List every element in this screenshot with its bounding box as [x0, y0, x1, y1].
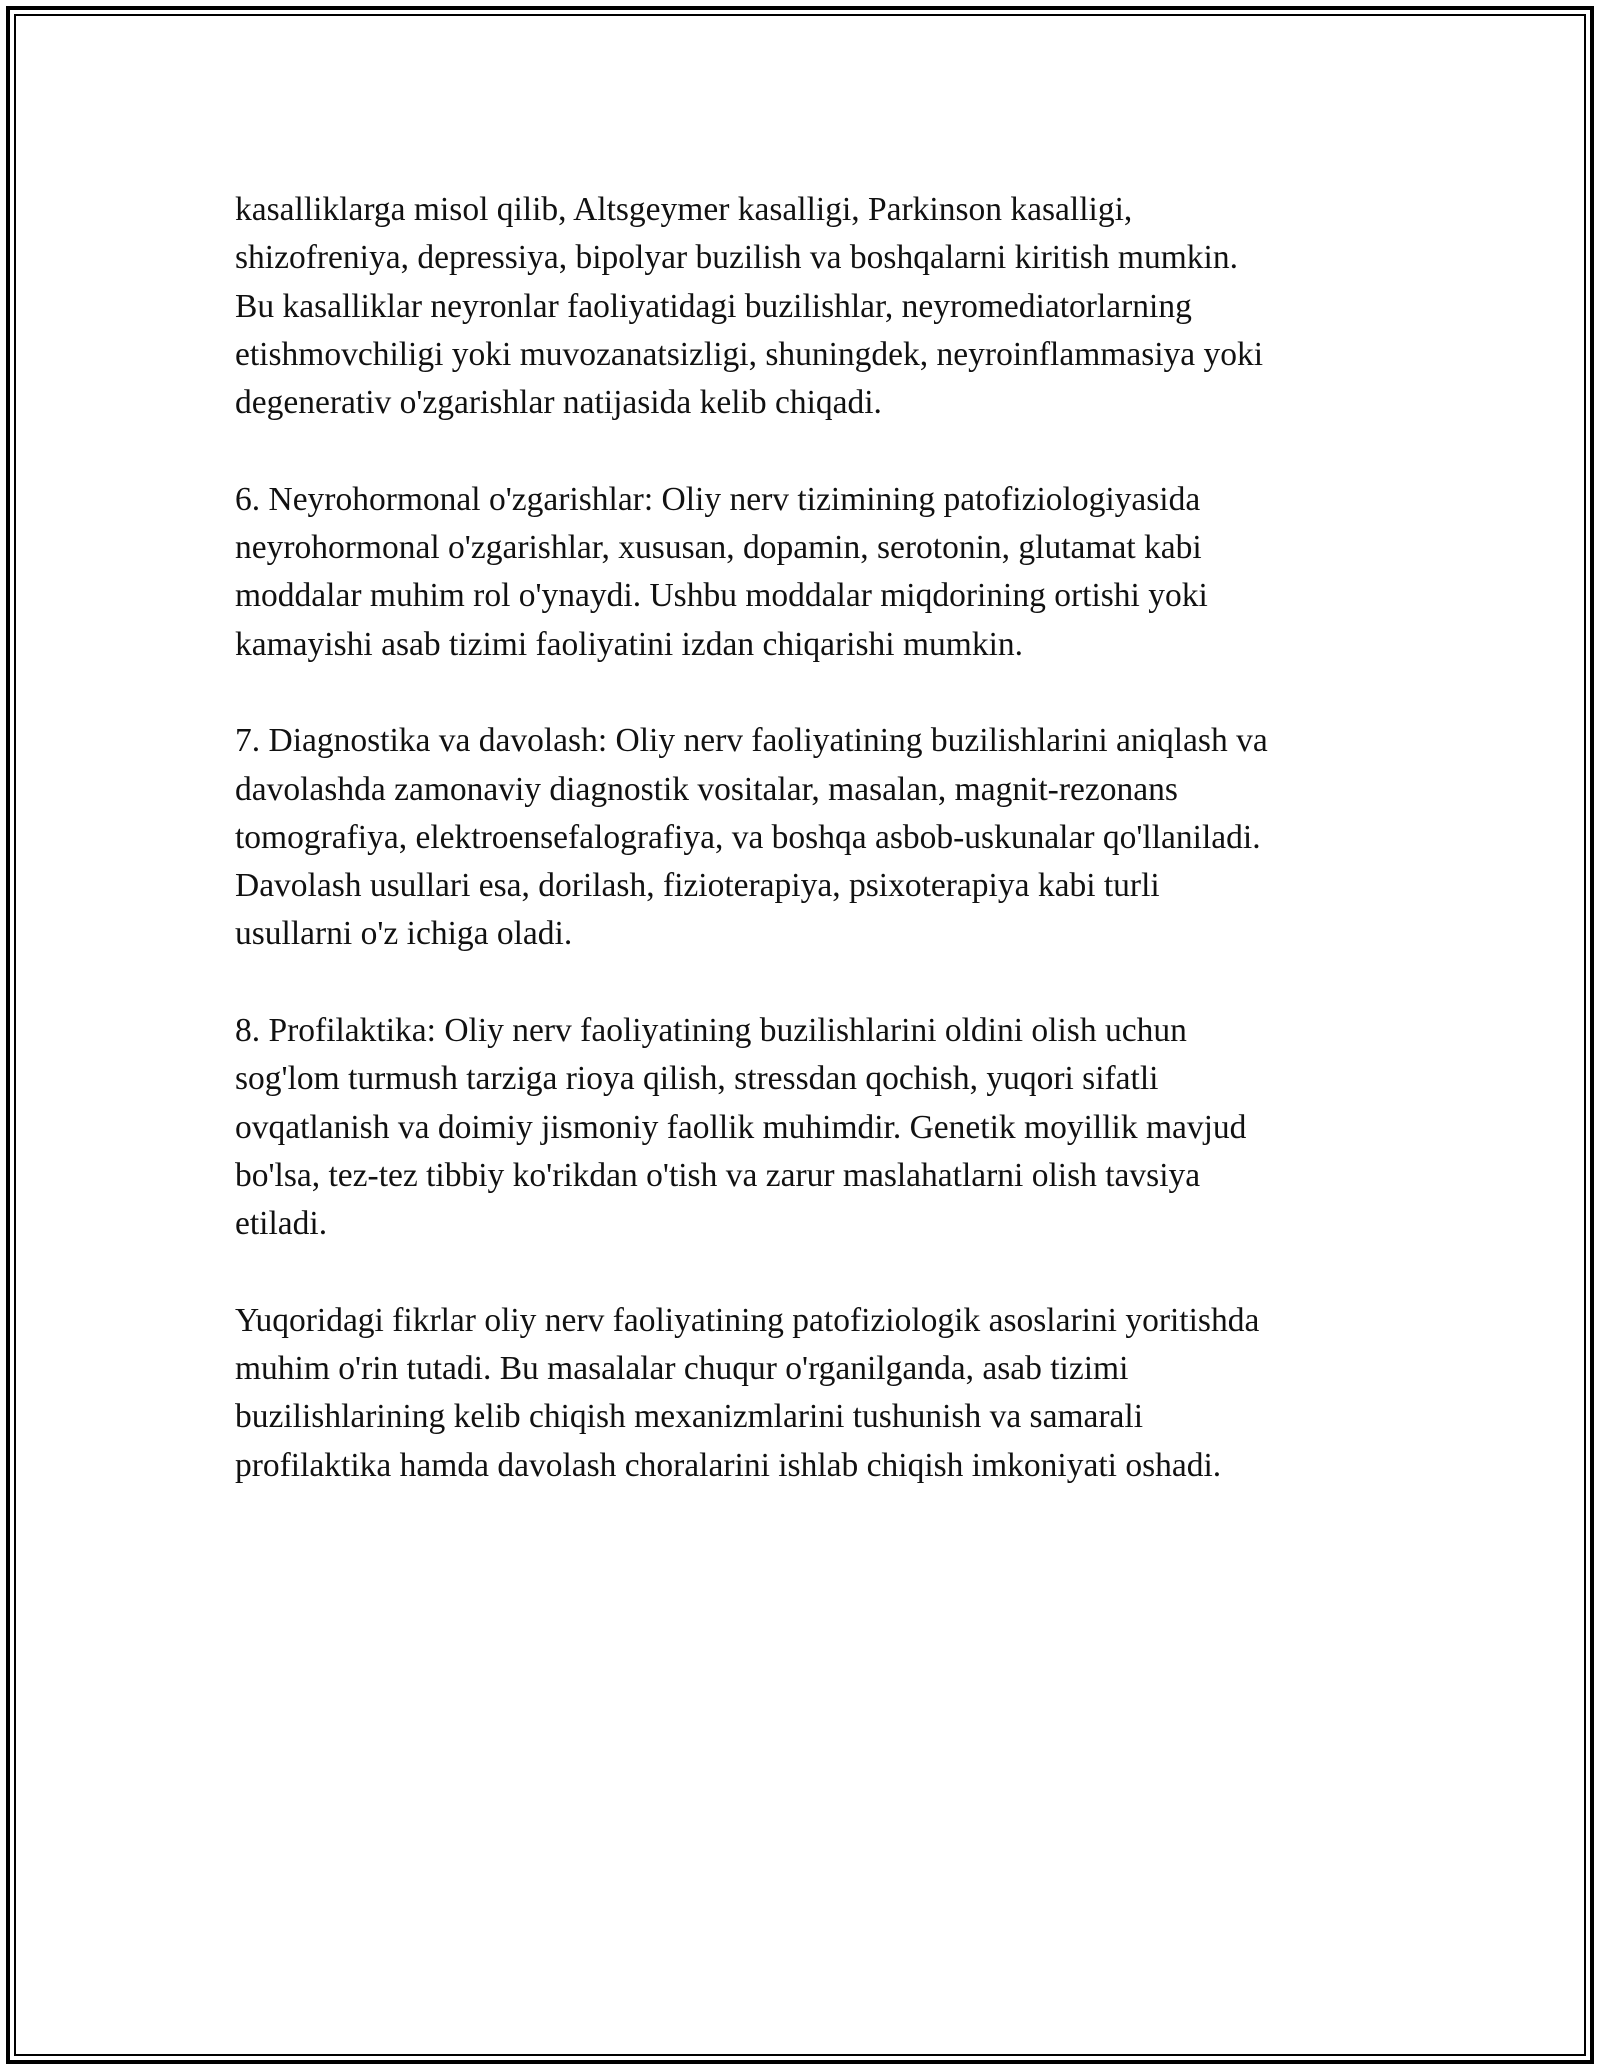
text-line: moddalar muhim rol o'ynaydi. Ushbu moddalar miqdorining ortishi yoki [235, 577, 1208, 615]
text-line: neyrohormonal o'zgarishlar, xususan, dopamin, serotonin, glutamat kabi [235, 529, 1202, 567]
text-line: etiladi. [235, 1205, 328, 1243]
paragraph-prevention [235, 1007, 1385, 1248]
text-line: 8. Profilaktika: Oliy nerv faoliyatining buzilishlarini oldini olish uchun [235, 1012, 1187, 1050]
text-line: Davolash usullari esa, dorilash, fizioterapiya, psixoterapiya kabi turli [235, 867, 1160, 905]
text-line: kamayishi asab tizimi faoliyatini izdan chiqarishi mumkin. [235, 625, 1024, 663]
paragraph-conclusion [235, 1297, 1385, 1490]
text-line: buzilishlarining kelib chiqish mexanizmlarini tushunish va samarali [235, 1398, 1144, 1436]
text-line: profilaktika hamda davolash choralarini ishlab chiqish imkoniyati oshadi. [235, 1446, 1222, 1484]
text-line: etishmovchiligi yoki muvozanatsizligi, shuningdek, neyroinflammasiya yoki [235, 335, 1264, 373]
text-line: usullarni o'z ichiga oladi. [235, 915, 573, 953]
text-line: muhim o'rin tutadi. Bu masalalar chuqur o'rganilganda, asab tizimi [235, 1350, 1129, 1388]
text-line: davolashda zamonaviy diagnostik vositalar, masalan, magnit-rezonans [235, 770, 1178, 808]
text-line: Bu kasalliklar neyronlar faoliyatidagi buzilishlar, neyromediatorlarning [235, 287, 1192, 325]
text-line: shizofreniya, depressiya, bipolyar buzilish va boshqalarni kiritish mumkin. [235, 239, 1238, 277]
paragraph-diagnostics-treatment [235, 717, 1385, 958]
paragraph-diseases-continued [235, 186, 1385, 427]
text-line: kasalliklarga misol qilib, Altsgeymer kasalligi, Parkinson kasalligi, [235, 191, 1133, 228]
paragraph-neurohormonal-changes [235, 476, 1385, 669]
text-line: Yuqoridagi fikrlar oliy nerv faoliyatining patofiziologik asoslarini yoritishda [235, 1301, 1260, 1339]
text-line: 6. Neyrohormonal o'zgarishlar: Oliy nerv tizimining patofiziologiyasida [235, 480, 1201, 518]
text-line: sog'lom turmush tarziga rioya qilish, stressdan qochish, yuqori sifatli [235, 1060, 1159, 1098]
text-line: degenerativ o'zgarishlar natijasida kelib chiqadi. [235, 384, 882, 422]
text-line: bo'lsa, tez-tez tibbiy ko'rikdan o'tish va zarur maslahatlarni olish tavsiya [235, 1156, 1201, 1194]
text-line: 7. Diagnostika va davolash: Oliy nerv faoliyatining buzilishlarini aniqlash va [235, 722, 1268, 760]
text-line: ovqatlanish va doimiy jismoniy faollik muhimdir. Genetik moyillik mavjud [235, 1108, 1247, 1146]
text-line: tomografiya, elektroensefalografiya, va boshqa asbob-uskunalar qo'llaniladi. [235, 818, 1261, 856]
document-body [235, 186, 1385, 1538]
